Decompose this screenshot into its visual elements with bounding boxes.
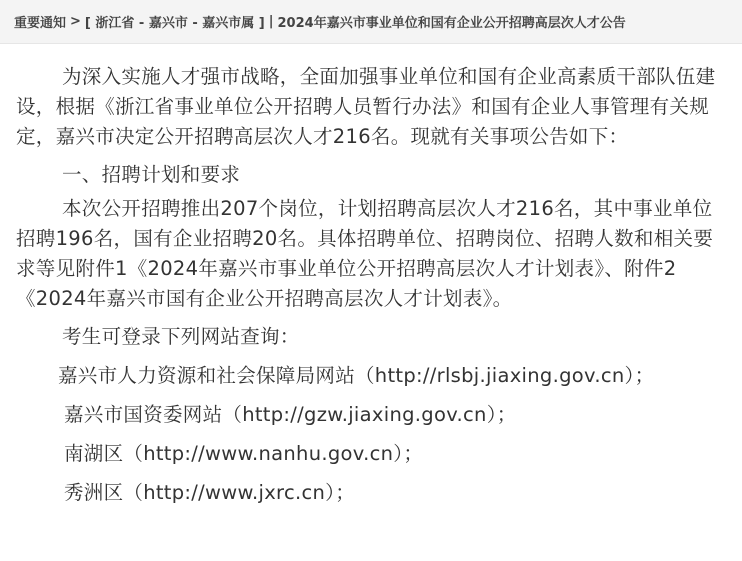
site-item-rlsbj: 嘉兴市人力资源和社会保障局网站（http://rlsbj.jiaxing.gov.cn）； xyxy=(58,364,655,387)
breadcrumb xyxy=(0,0,742,44)
article-title: 2024年嘉兴市事业单位和国有企业公开招聘高层次人才公告 xyxy=(277,16,626,31)
section-heading: 一、招聘计划和要求 xyxy=(62,163,241,186)
site-item-nanhu: 南湖区（http://www.nanhu.gov.cn）； xyxy=(64,442,424,465)
breadcrumb-region-link[interactable]: [ 浙江省 - 嘉兴市 - 嘉兴市属 ] xyxy=(84,16,265,31)
breadcrumb-arrow: > xyxy=(70,14,81,29)
article-body xyxy=(0,62,742,508)
breadcrumb-notice-link[interactable]: 重要通知 xyxy=(14,16,67,31)
sites-intro: 考生可登录下列网站查询： xyxy=(62,325,300,348)
intro-paragraph: 为深入实施人才强市战略，全面加强事业单位和国有企业高素质干部队伍建设，根据《浙江省事业单位公开招聘人员暂行办法》和国有企业人事管理有关规定，嘉兴市决定公开招聘高层次人才216名。现就有关事项公告如下： xyxy=(16,65,716,148)
section-paragraph: 本次公开招聘推出207个岗位，计划招聘高层次人才216名，其中事业单位招聘196名，国有企业招聘20名。具体招聘单位、招聘岗位、招聘人数和相关要求等见附件1《2024年嘉兴市事业单位公开招聘高层次人才计划表》、附件2《2024年嘉兴市国有企业公开招聘高层次人才计划表》。 xyxy=(16,197,714,310)
breadcrumb-divider: | xyxy=(268,14,274,29)
site-item-gzw: 嘉兴市国资委网站（http://gzw.jiaxing.gov.cn）； xyxy=(64,403,517,426)
site-item-xiuzhou: 秀洲区（http://www.jxrc.cn）； xyxy=(64,481,355,504)
